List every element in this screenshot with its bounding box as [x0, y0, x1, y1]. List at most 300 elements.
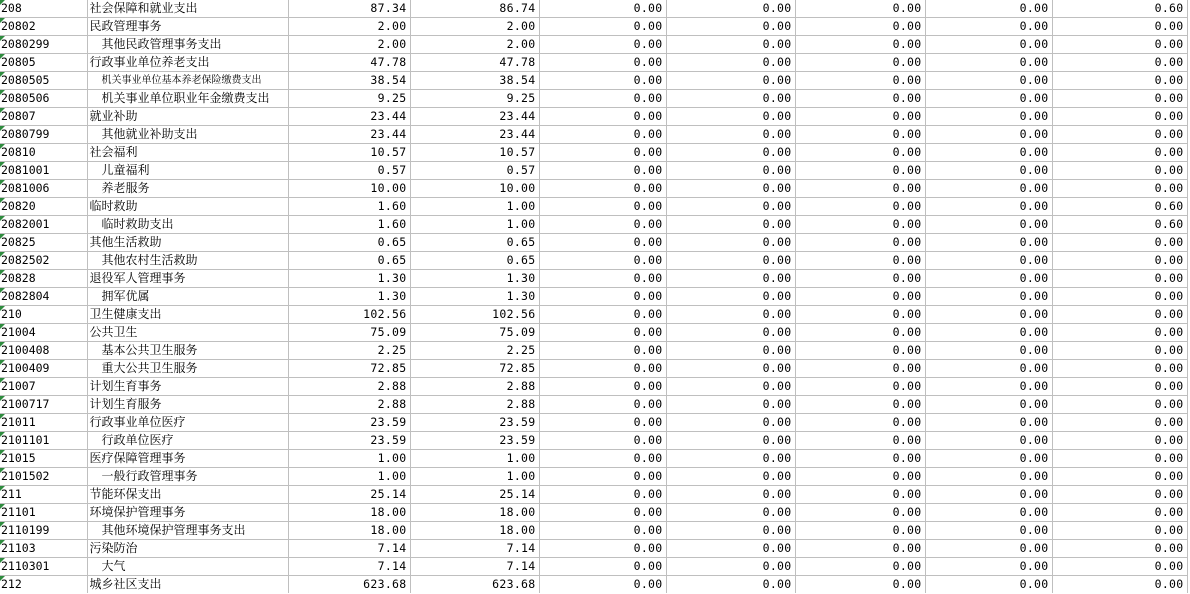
cell-name[interactable]: 基本公共卫生服务 — [87, 342, 288, 360]
cell-value[interactable]: 0.00 — [1052, 126, 1187, 144]
cell-value[interactable]: 0.60 — [1052, 0, 1187, 18]
text-number-indicator-icon — [0, 216, 5, 221]
cell-name[interactable]: 民政管理事务 — [87, 18, 288, 36]
cell-value[interactable]: 0.65 — [410, 234, 539, 252]
cell-value[interactable]: 1.60 — [288, 216, 410, 234]
cell-value[interactable]: 0.00 — [1052, 324, 1187, 342]
cell-value[interactable]: 0.00 — [666, 414, 795, 432]
cell-value[interactable]: 0.00 — [925, 0, 1052, 18]
cell-value[interactable]: 2.25 — [410, 342, 539, 360]
cell-value[interactable]: 0.00 — [795, 504, 925, 522]
cell-value[interactable]: 0.00 — [1052, 90, 1187, 108]
cell-code[interactable] — [0, 288, 87, 306]
cell-value[interactable]: 0.00 — [795, 270, 925, 288]
cell-value[interactable]: 72.85 — [410, 360, 539, 378]
cell-value[interactable]: 0.00 — [925, 288, 1052, 306]
cell-value[interactable]: 1.30 — [288, 270, 410, 288]
cell-value[interactable]: 0.00 — [795, 324, 925, 342]
cell-value[interactable]: 1.00 — [410, 198, 539, 216]
cell-value[interactable]: 0.00 — [1052, 360, 1187, 378]
cell-value[interactable]: 2.00 — [288, 36, 410, 54]
cell-value[interactable]: 0.00 — [539, 0, 666, 18]
cell-name[interactable]: 公共卫生 — [87, 324, 288, 342]
cell-value[interactable]: 2.88 — [410, 378, 539, 396]
cell-value[interactable]: 25.14 — [410, 486, 539, 504]
cell-value[interactable]: 0.00 — [666, 288, 795, 306]
cell-name[interactable]: 机关事业单位基本养老保险缴费支出 — [87, 72, 288, 90]
cell-value[interactable]: 0.00 — [666, 342, 795, 360]
text-number-indicator-icon — [0, 36, 5, 41]
cell-value[interactable]: 0.00 — [666, 90, 795, 108]
cell-code[interactable] — [0, 216, 87, 234]
cell-name[interactable]: 退役军人管理事务 — [87, 270, 288, 288]
cell-name[interactable]: 污染防治 — [87, 540, 288, 558]
cell-name[interactable]: 其他环境保护管理事务支出 — [87, 522, 288, 540]
cell-name[interactable]: 卫生健康支出 — [87, 306, 288, 324]
cell-value[interactable]: 0.00 — [925, 558, 1052, 576]
cell-code[interactable] — [0, 324, 87, 342]
cell-value[interactable]: 0.00 — [925, 72, 1052, 90]
cell-value[interactable]: 0.00 — [1052, 72, 1187, 90]
cell-value[interactable]: 23.59 — [410, 414, 539, 432]
cell-value[interactable]: 2.88 — [288, 378, 410, 396]
cell-value[interactable]: 0.00 — [1052, 252, 1187, 270]
cell-value[interactable]: 0.00 — [666, 36, 795, 54]
cell-code[interactable] — [0, 432, 87, 450]
cell-code[interactable] — [0, 360, 87, 378]
cell-value[interactable]: 0.00 — [795, 0, 925, 18]
cell-value[interactable]: 0.00 — [1052, 288, 1187, 306]
cell-value[interactable]: 0.00 — [795, 18, 925, 36]
cell-name[interactable]: 就业补助 — [87, 108, 288, 126]
cell-code[interactable] — [0, 144, 87, 162]
cell-value[interactable]: 0.00 — [666, 144, 795, 162]
cell-name[interactable]: 临时救助支出 — [87, 216, 288, 234]
cell-name[interactable]: 养老服务 — [87, 180, 288, 198]
cell-value[interactable]: 0.00 — [666, 378, 795, 396]
cell-value[interactable]: 0.00 — [539, 558, 666, 576]
cell-value[interactable]: 1.60 — [288, 198, 410, 216]
cell-name[interactable]: 其他民政管理事务支出 — [87, 36, 288, 54]
cell-value[interactable]: 0.00 — [925, 414, 1052, 432]
cell-value[interactable]: 23.59 — [288, 414, 410, 432]
cell-value[interactable]: 0.00 — [795, 468, 925, 486]
cell-value[interactable]: 0.00 — [925, 360, 1052, 378]
cell-value[interactable]: 0.00 — [795, 36, 925, 54]
cell-code[interactable] — [0, 234, 87, 252]
cell-value[interactable]: 0.00 — [795, 180, 925, 198]
cell-value[interactable]: 10.00 — [288, 180, 410, 198]
cell-name[interactable]: 行政单位医疗 — [87, 432, 288, 450]
cell-value[interactable]: 0.00 — [1052, 306, 1187, 324]
cell-value[interactable]: 0.00 — [1052, 378, 1187, 396]
cell-value[interactable]: 0.00 — [925, 180, 1052, 198]
cell-value[interactable]: 0.00 — [795, 72, 925, 90]
cell-value[interactable]: 0.00 — [539, 54, 666, 72]
cell-name[interactable]: 城乡社区支出 — [87, 576, 288, 594]
cell-value[interactable]: 0.00 — [666, 432, 795, 450]
cell-code[interactable] — [0, 72, 87, 90]
cell-value[interactable]: 0.00 — [925, 18, 1052, 36]
cell-value[interactable]: 0.00 — [795, 558, 925, 576]
cell-value[interactable]: 0.00 — [539, 306, 666, 324]
cell-value[interactable]: 1.00 — [410, 450, 539, 468]
cell-name[interactable]: 环境保护管理事务 — [87, 504, 288, 522]
cell-value[interactable]: 0.00 — [666, 576, 795, 594]
cell-value[interactable]: 0.00 — [925, 36, 1052, 54]
cell-name[interactable]: 计划生育服务 — [87, 396, 288, 414]
cell-value[interactable]: 0.00 — [539, 396, 666, 414]
cell-value[interactable]: 7.14 — [288, 558, 410, 576]
cell-value[interactable]: 0.00 — [539, 342, 666, 360]
cell-value[interactable]: 0.00 — [666, 360, 795, 378]
cell-value[interactable]: 0.00 — [925, 342, 1052, 360]
cell-value[interactable]: 0.00 — [666, 558, 795, 576]
cell-value[interactable]: 0.00 — [1052, 342, 1187, 360]
cell-value[interactable]: 0.00 — [539, 378, 666, 396]
cell-value[interactable]: 0.00 — [925, 54, 1052, 72]
cell-value[interactable]: 75.09 — [410, 324, 539, 342]
cell-value[interactable]: 2.25 — [288, 342, 410, 360]
cell-value[interactable]: 0.00 — [1052, 432, 1187, 450]
cell-value[interactable]: 0.00 — [539, 270, 666, 288]
cell-value[interactable]: 18.00 — [410, 522, 539, 540]
cell-value[interactable]: 75.09 — [288, 324, 410, 342]
cell-name[interactable]: 拥军优属 — [87, 288, 288, 306]
cell-value[interactable]: 0.00 — [795, 396, 925, 414]
cell-value[interactable]: 0.00 — [1052, 576, 1187, 594]
cell-value[interactable]: 0.00 — [1052, 18, 1187, 36]
cell-value[interactable]: 0.00 — [925, 234, 1052, 252]
cell-value[interactable]: 0.00 — [539, 162, 666, 180]
cell-value[interactable]: 2.00 — [410, 18, 539, 36]
cell-code[interactable] — [0, 0, 87, 18]
cell-value[interactable]: 47.78 — [288, 54, 410, 72]
cell-value[interactable]: 0.00 — [539, 126, 666, 144]
cell-code[interactable] — [0, 54, 87, 72]
cell-value[interactable]: 0.00 — [539, 90, 666, 108]
cell-value[interactable]: 0.00 — [795, 198, 925, 216]
cell-value[interactable]: 0.00 — [925, 378, 1052, 396]
cell-value[interactable]: 0.00 — [539, 468, 666, 486]
cell-name[interactable]: 其他农村生活救助 — [87, 252, 288, 270]
cell-value[interactable]: 0.00 — [795, 414, 925, 432]
cell-value[interactable]: 102.56 — [410, 306, 539, 324]
cell-code[interactable] — [0, 504, 87, 522]
cell-code[interactable] — [0, 162, 87, 180]
cell-value[interactable]: 0.65 — [410, 252, 539, 270]
cell-value[interactable]: 0.00 — [666, 504, 795, 522]
cell-name[interactable]: 行政事业单位医疗 — [87, 414, 288, 432]
cell-value[interactable]: 0.00 — [539, 324, 666, 342]
cell-value[interactable]: 23.44 — [288, 126, 410, 144]
cell-value[interactable]: 0.00 — [1052, 504, 1187, 522]
cell-value[interactable]: 1.30 — [288, 288, 410, 306]
cell-value[interactable]: 0.00 — [1052, 234, 1187, 252]
cell-value[interactable]: 0.00 — [925, 468, 1052, 486]
cell-code[interactable] — [0, 468, 87, 486]
cell-value[interactable]: 2.00 — [410, 36, 539, 54]
cell-code[interactable] — [0, 126, 87, 144]
cell-value[interactable]: 25.14 — [288, 486, 410, 504]
cell-value[interactable]: 0.00 — [1052, 36, 1187, 54]
cell-value[interactable]: 0.00 — [666, 234, 795, 252]
cell-value[interactable]: 1.00 — [410, 468, 539, 486]
cell-value[interactable]: 0.00 — [666, 180, 795, 198]
cell-code[interactable] — [0, 558, 87, 576]
cell-value[interactable]: 0.00 — [925, 252, 1052, 270]
cell-value[interactable]: 0.00 — [795, 450, 925, 468]
cell-name[interactable]: 机关事业单位职业年金缴费支出 — [87, 90, 288, 108]
cell-value[interactable]: 0.00 — [795, 54, 925, 72]
cell-value[interactable]: 0.00 — [539, 522, 666, 540]
cell-value[interactable]: 0.00 — [1052, 558, 1187, 576]
cell-value[interactable]: 0.00 — [925, 486, 1052, 504]
cell-value[interactable]: 18.00 — [410, 504, 539, 522]
cell-value[interactable]: 2.88 — [288, 396, 410, 414]
cell-value[interactable]: 0.00 — [539, 180, 666, 198]
cell-value[interactable]: 0.00 — [539, 414, 666, 432]
cell-value[interactable]: 10.00 — [410, 180, 539, 198]
cell-value[interactable]: 0.00 — [539, 108, 666, 126]
cell-name[interactable]: 其他生活救助 — [87, 234, 288, 252]
cell-value[interactable]: 0.00 — [925, 504, 1052, 522]
cell-value[interactable]: 0.00 — [666, 0, 795, 18]
cell-value[interactable]: 0.00 — [925, 144, 1052, 162]
cell-value[interactable]: 0.00 — [925, 198, 1052, 216]
cell-name[interactable]: 儿童福利 — [87, 162, 288, 180]
cell-value[interactable]: 0.00 — [925, 216, 1052, 234]
cell-name[interactable]: 其他就业补助支出 — [87, 126, 288, 144]
cell-value[interactable]: 0.00 — [795, 576, 925, 594]
cell-value[interactable]: 0.00 — [666, 252, 795, 270]
cell-value[interactable]: 0.00 — [795, 144, 925, 162]
cell-name[interactable]: 大气 — [87, 558, 288, 576]
cell-name[interactable]: 行政事业单位养老支出 — [87, 54, 288, 72]
cell-value[interactable]: 0.00 — [795, 486, 925, 504]
cell-name[interactable]: 临时救助 — [87, 198, 288, 216]
cell-value[interactable]: 0.00 — [795, 360, 925, 378]
cell-value[interactable]: 0.00 — [666, 522, 795, 540]
cell-value[interactable]: 0.00 — [795, 126, 925, 144]
cell-value[interactable]: 0.00 — [666, 270, 795, 288]
cell-value[interactable]: 0.00 — [666, 306, 795, 324]
cell-value[interactable]: 0.00 — [539, 144, 666, 162]
cell-value[interactable]: 0.00 — [666, 324, 795, 342]
cell-code[interactable] — [0, 180, 87, 198]
cell-value[interactable]: 7.14 — [410, 540, 539, 558]
cell-value[interactable]: 0.00 — [925, 324, 1052, 342]
cell-code[interactable] — [0, 270, 87, 288]
cell-value[interactable]: 0.00 — [1052, 396, 1187, 414]
cell-name[interactable]: 社会福利 — [87, 144, 288, 162]
cell-value[interactable]: 0.00 — [795, 342, 925, 360]
cell-value[interactable]: 0.00 — [666, 108, 795, 126]
cell-value[interactable]: 0.00 — [925, 270, 1052, 288]
cell-code[interactable] — [0, 36, 87, 54]
cell-value[interactable]: 0.00 — [1052, 450, 1187, 468]
cell-value[interactable]: 87.34 — [288, 0, 410, 18]
cell-value[interactable]: 23.59 — [288, 432, 410, 450]
cell-value[interactable]: 0.00 — [666, 198, 795, 216]
cell-value[interactable]: 0.00 — [666, 486, 795, 504]
cell-value[interactable]: 23.44 — [288, 108, 410, 126]
cell-value[interactable]: 0.00 — [666, 126, 795, 144]
cell-value[interactable]: 0.00 — [666, 468, 795, 486]
cell-value[interactable]: 0.00 — [539, 504, 666, 522]
cell-value[interactable]: 0.00 — [539, 576, 666, 594]
cell-value[interactable]: 0.00 — [666, 18, 795, 36]
cell-value[interactable]: 0.00 — [666, 450, 795, 468]
cell-value[interactable]: 0.00 — [925, 396, 1052, 414]
cell-code[interactable] — [0, 342, 87, 360]
cell-value[interactable]: 47.78 — [410, 54, 539, 72]
cell-value[interactable]: 0.00 — [925, 522, 1052, 540]
cell-value[interactable]: 0.00 — [925, 126, 1052, 144]
cell-value[interactable]: 1.00 — [288, 450, 410, 468]
cell-value[interactable]: 0.00 — [666, 54, 795, 72]
cell-value[interactable]: 0.00 — [539, 198, 666, 216]
cell-value[interactable]: 0.00 — [795, 306, 925, 324]
cell-value[interactable]: 0.00 — [1052, 540, 1187, 558]
cell-code[interactable] — [0, 108, 87, 126]
cell-value[interactable]: 0.00 — [666, 162, 795, 180]
cell-value[interactable]: 0.00 — [795, 522, 925, 540]
cell-value[interactable]: 0.00 — [539, 72, 666, 90]
cell-value[interactable]: 0.00 — [925, 90, 1052, 108]
cell-value[interactable]: 0.00 — [666, 72, 795, 90]
cell-value[interactable]: 0.00 — [539, 360, 666, 378]
cell-value[interactable]: 0.00 — [1052, 180, 1187, 198]
cell-value[interactable]: 0.00 — [795, 108, 925, 126]
cell-value[interactable]: 0.00 — [1052, 468, 1187, 486]
cell-value[interactable]: 1.00 — [288, 468, 410, 486]
cell-value[interactable]: 0.00 — [925, 576, 1052, 594]
cell-value[interactable]: 23.59 — [410, 432, 539, 450]
cell-value[interactable]: 72.85 — [288, 360, 410, 378]
cell-value[interactable]: 0.00 — [1052, 486, 1187, 504]
cell-value[interactable]: 0.00 — [666, 540, 795, 558]
cell-value[interactable]: 38.54 — [288, 72, 410, 90]
cell-code[interactable] — [0, 198, 87, 216]
cell-value[interactable]: 0.00 — [539, 450, 666, 468]
cell-code[interactable] — [0, 18, 87, 36]
cell-value[interactable]: 0.00 — [539, 18, 666, 36]
cell-value[interactable]: 0.00 — [795, 234, 925, 252]
cell-value[interactable]: 2.88 — [410, 396, 539, 414]
cell-value[interactable]: 0.00 — [666, 396, 795, 414]
cell-value[interactable]: 0.00 — [539, 252, 666, 270]
cell-name[interactable]: 计划生育事务 — [87, 378, 288, 396]
cell-value[interactable]: 0.00 — [666, 216, 795, 234]
cell-code[interactable] — [0, 540, 87, 558]
cell-value[interactable]: 7.14 — [288, 540, 410, 558]
cell-value[interactable]: 0.65 — [288, 252, 410, 270]
cell-value[interactable]: 0.00 — [1052, 522, 1187, 540]
cell-value[interactable]: 0.00 — [925, 450, 1052, 468]
table-row — [0, 576, 1187, 594]
cell-value[interactable]: 0.00 — [925, 108, 1052, 126]
cell-value[interactable]: 1.30 — [410, 270, 539, 288]
cell-value[interactable]: 0.00 — [539, 288, 666, 306]
cell-value[interactable]: 0.00 — [925, 432, 1052, 450]
cell-code[interactable] — [0, 450, 87, 468]
cell-value[interactable]: 0.00 — [539, 486, 666, 504]
cell-value[interactable]: 0.60 — [1052, 198, 1187, 216]
cell-value[interactable]: 0.00 — [925, 306, 1052, 324]
cell-value[interactable]: 0.00 — [539, 36, 666, 54]
cell-name[interactable]: 社会保障和就业支出 — [87, 0, 288, 18]
cell-value[interactable]: 0.00 — [539, 540, 666, 558]
cell-code[interactable] — [0, 378, 87, 396]
cell-value[interactable]: 9.25 — [410, 90, 539, 108]
cell-name[interactable]: 节能环保支出 — [87, 486, 288, 504]
cell-value[interactable]: 86.74 — [410, 0, 539, 18]
cell-value[interactable]: 0.00 — [795, 378, 925, 396]
cell-code[interactable] — [0, 396, 87, 414]
cell-value[interactable]: 0.00 — [795, 216, 925, 234]
cell-value[interactable]: 1.30 — [410, 288, 539, 306]
cell-code[interactable] — [0, 90, 87, 108]
cell-value[interactable]: 10.57 — [410, 144, 539, 162]
cell-value[interactable]: 10.57 — [288, 144, 410, 162]
cell-code[interactable] — [0, 306, 87, 324]
cell-value[interactable]: 102.56 — [288, 306, 410, 324]
cell-name[interactable]: 一般行政管理事务 — [87, 468, 288, 486]
cell-value[interactable]: 0.00 — [1052, 414, 1187, 432]
cell-value[interactable]: 0.00 — [1052, 108, 1187, 126]
cell-value[interactable]: 623.68 — [410, 576, 539, 594]
cell-value[interactable]: 0.00 — [795, 540, 925, 558]
cell-value[interactable]: 23.44 — [410, 108, 539, 126]
cell-value[interactable]: 0.00 — [795, 288, 925, 306]
cell-code[interactable] — [0, 486, 87, 504]
cell-code[interactable] — [0, 414, 87, 432]
cell-value[interactable]: 0.00 — [795, 432, 925, 450]
cell-name[interactable]: 重大公共卫生服务 — [87, 360, 288, 378]
cell-value[interactable]: 0.57 — [410, 162, 539, 180]
cell-value[interactable]: 0.60 — [1052, 216, 1187, 234]
cell-code[interactable] — [0, 522, 87, 540]
cell-value[interactable]: 0.00 — [1052, 270, 1187, 288]
cell-value[interactable]: 23.44 — [410, 126, 539, 144]
cell-value[interactable]: 7.14 — [410, 558, 539, 576]
cell-value[interactable]: 0.00 — [795, 162, 925, 180]
cell-value[interactable]: 9.25 — [288, 90, 410, 108]
cell-code[interactable] — [0, 576, 87, 594]
cell-value[interactable]: 0.00 — [539, 216, 666, 234]
cell-value[interactable]: 18.00 — [288, 504, 410, 522]
cell-value[interactable]: 2.00 — [288, 18, 410, 36]
cell-value[interactable]: 0.00 — [539, 234, 666, 252]
cell-value[interactable]: 18.00 — [288, 522, 410, 540]
cell-code[interactable] — [0, 252, 87, 270]
cell-value[interactable]: 0.00 — [1052, 162, 1187, 180]
cell-value[interactable]: 1.00 — [410, 216, 539, 234]
cell-value[interactable]: 0.00 — [539, 432, 666, 450]
cell-value[interactable]: 0.65 — [288, 234, 410, 252]
cell-name[interactable]: 医疗保障管理事务 — [87, 450, 288, 468]
cell-value[interactable]: 0.00 — [925, 540, 1052, 558]
cell-value[interactable]: 0.00 — [795, 252, 925, 270]
cell-value[interactable]: 0.00 — [1052, 144, 1187, 162]
cell-value[interactable]: 0.00 — [925, 162, 1052, 180]
cell-value[interactable]: 0.57 — [288, 162, 410, 180]
cell-value[interactable]: 38.54 — [410, 72, 539, 90]
cell-value[interactable]: 623.68 — [288, 576, 410, 594]
cell-value[interactable]: 0.00 — [1052, 54, 1187, 72]
cell-value[interactable]: 0.00 — [795, 90, 925, 108]
